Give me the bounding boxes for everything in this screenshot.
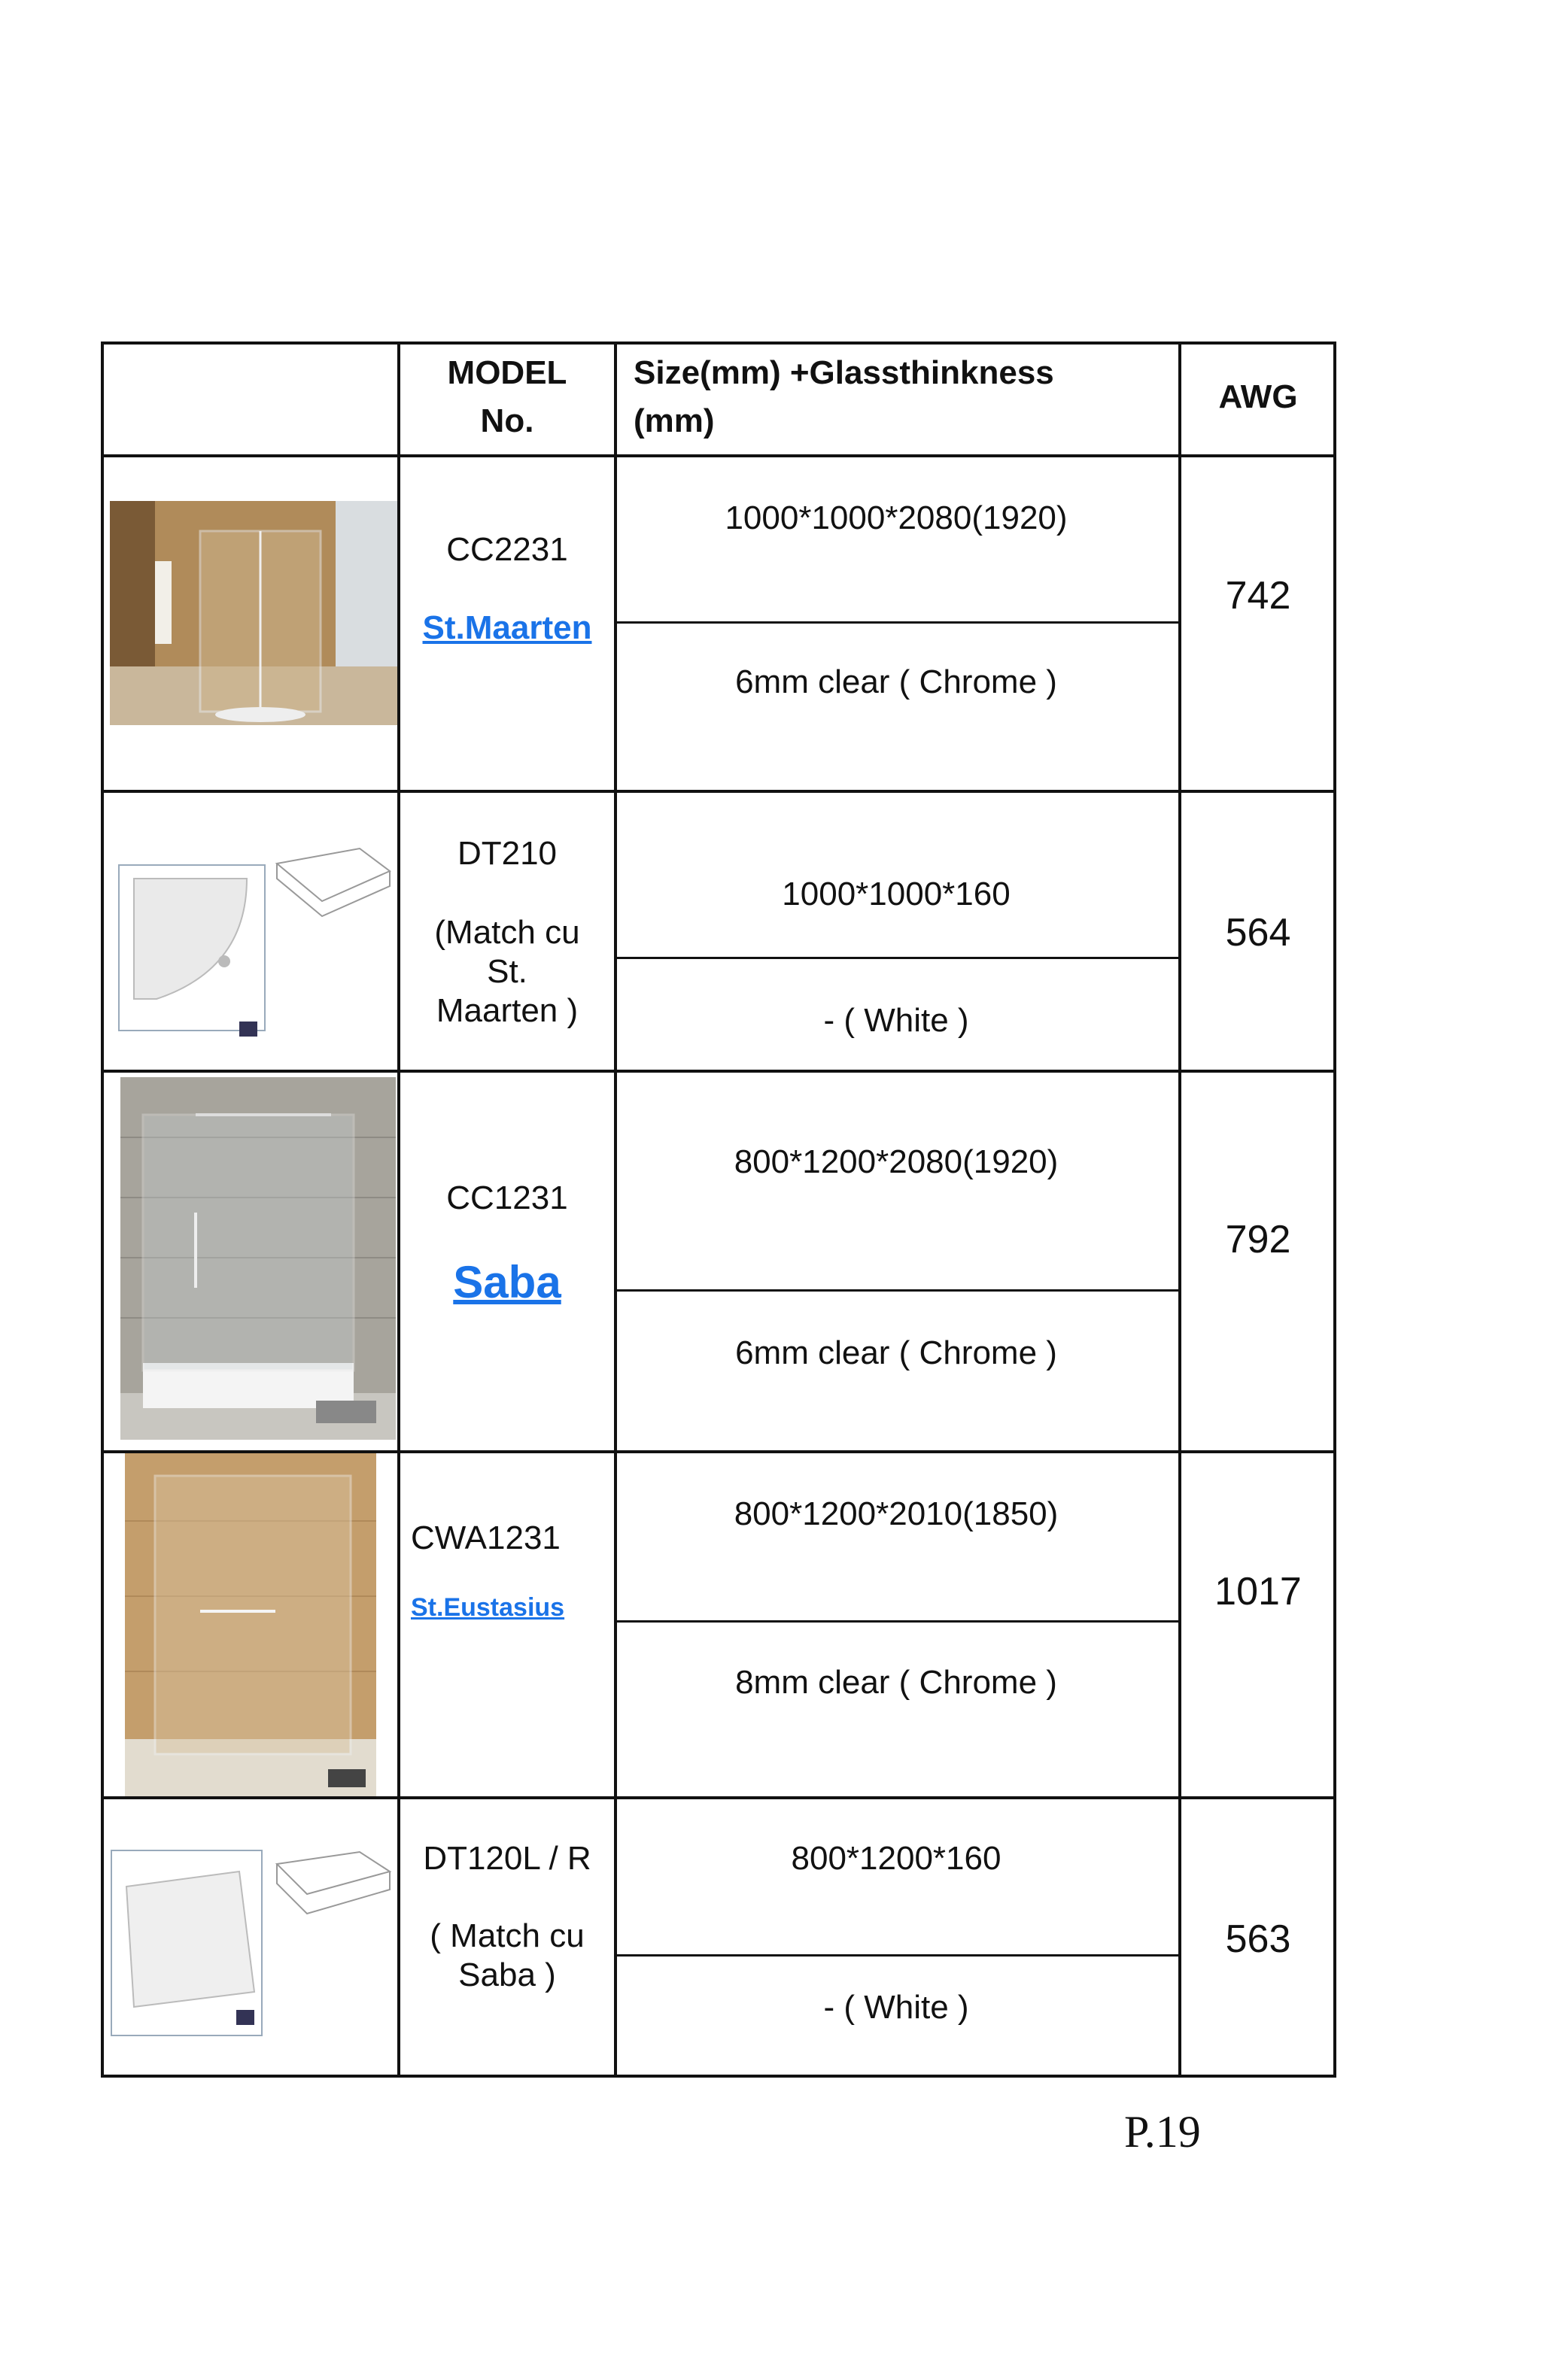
match-note <box>400 913 614 1031</box>
header-model-line2: No. <box>480 402 534 439</box>
finish-spec: - ( White ) <box>823 1002 969 1039</box>
cell-divider <box>617 621 1180 624</box>
cell-divider <box>617 1289 1180 1292</box>
cell-divider <box>617 1954 1180 1957</box>
match-note-line: St. <box>487 953 527 990</box>
glass-spec: 6mm clear ( Chrome ) <box>735 1334 1057 1371</box>
awg-price: 742 <box>1225 574 1291 618</box>
row-divider <box>104 790 1333 793</box>
match-note <box>400 1917 614 1995</box>
model-number: CC1231 <box>446 1179 568 1216</box>
shower-enclosure-photo <box>110 501 397 725</box>
match-note-line: Saba ) <box>458 1957 556 1993</box>
model-number: DT120L / R <box>423 1840 591 1877</box>
cell-divider <box>617 1620 1180 1623</box>
model-number: CC2231 <box>446 531 568 568</box>
series-link[interactable]: Saba <box>453 1257 561 1307</box>
shower-tray-drawing <box>111 818 397 1067</box>
row-divider <box>104 1796 1333 1799</box>
finish-spec: - ( White ) <box>823 1989 969 2026</box>
series-link[interactable]: St.Eustasius <box>411 1593 565 1622</box>
header-model <box>400 349 614 445</box>
awg-price: 564 <box>1225 911 1291 955</box>
header-size <box>634 349 1175 445</box>
model-number: DT210 <box>457 835 558 872</box>
glass-spec: 6mm clear ( Chrome ) <box>735 663 1057 700</box>
size-value: 1000*1000*2080(1920) <box>725 499 1068 536</box>
series-link[interactable]: St.Maarten <box>422 609 592 646</box>
glass-spec: 8mm clear ( Chrome ) <box>735 1664 1057 1701</box>
cell-divider <box>617 957 1180 959</box>
awg-price: 1017 <box>1214 1570 1302 1613</box>
size-value: 800*1200*160 <box>791 1840 1001 1877</box>
page-number: P.19 <box>1124 2107 1201 2157</box>
awg-price: 792 <box>1225 1218 1291 1261</box>
product-table <box>101 342 1336 2078</box>
model-number: CWA1231 <box>411 1519 561 1556</box>
match-note-line: ( Match cu <box>430 1917 585 1954</box>
row-divider <box>104 454 1333 457</box>
header-awg: AWG <box>1218 378 1298 415</box>
match-note-line: (Match cu <box>434 914 580 951</box>
row-divider <box>104 1070 1333 1073</box>
awg-price: 563 <box>1225 1917 1291 1961</box>
size-value: 1000*1000*160 <box>782 876 1011 912</box>
header-size-line2: (mm) <box>634 402 715 439</box>
shower-enclosure-photo <box>125 1453 376 1796</box>
shower-enclosure-photo <box>120 1077 396 1440</box>
size-value: 800*1200*2010(1850) <box>734 1495 1059 1532</box>
shower-tray-drawing <box>104 1841 397 2038</box>
header-size-line1: Size(mm) +Glassthinkness <box>634 354 1054 391</box>
size-value: 800*1200*2080(1920) <box>734 1143 1059 1180</box>
col-divider <box>614 345 617 2075</box>
header-model-line1: MODEL <box>447 354 567 391</box>
match-note-line: Maarten ) <box>436 992 579 1029</box>
